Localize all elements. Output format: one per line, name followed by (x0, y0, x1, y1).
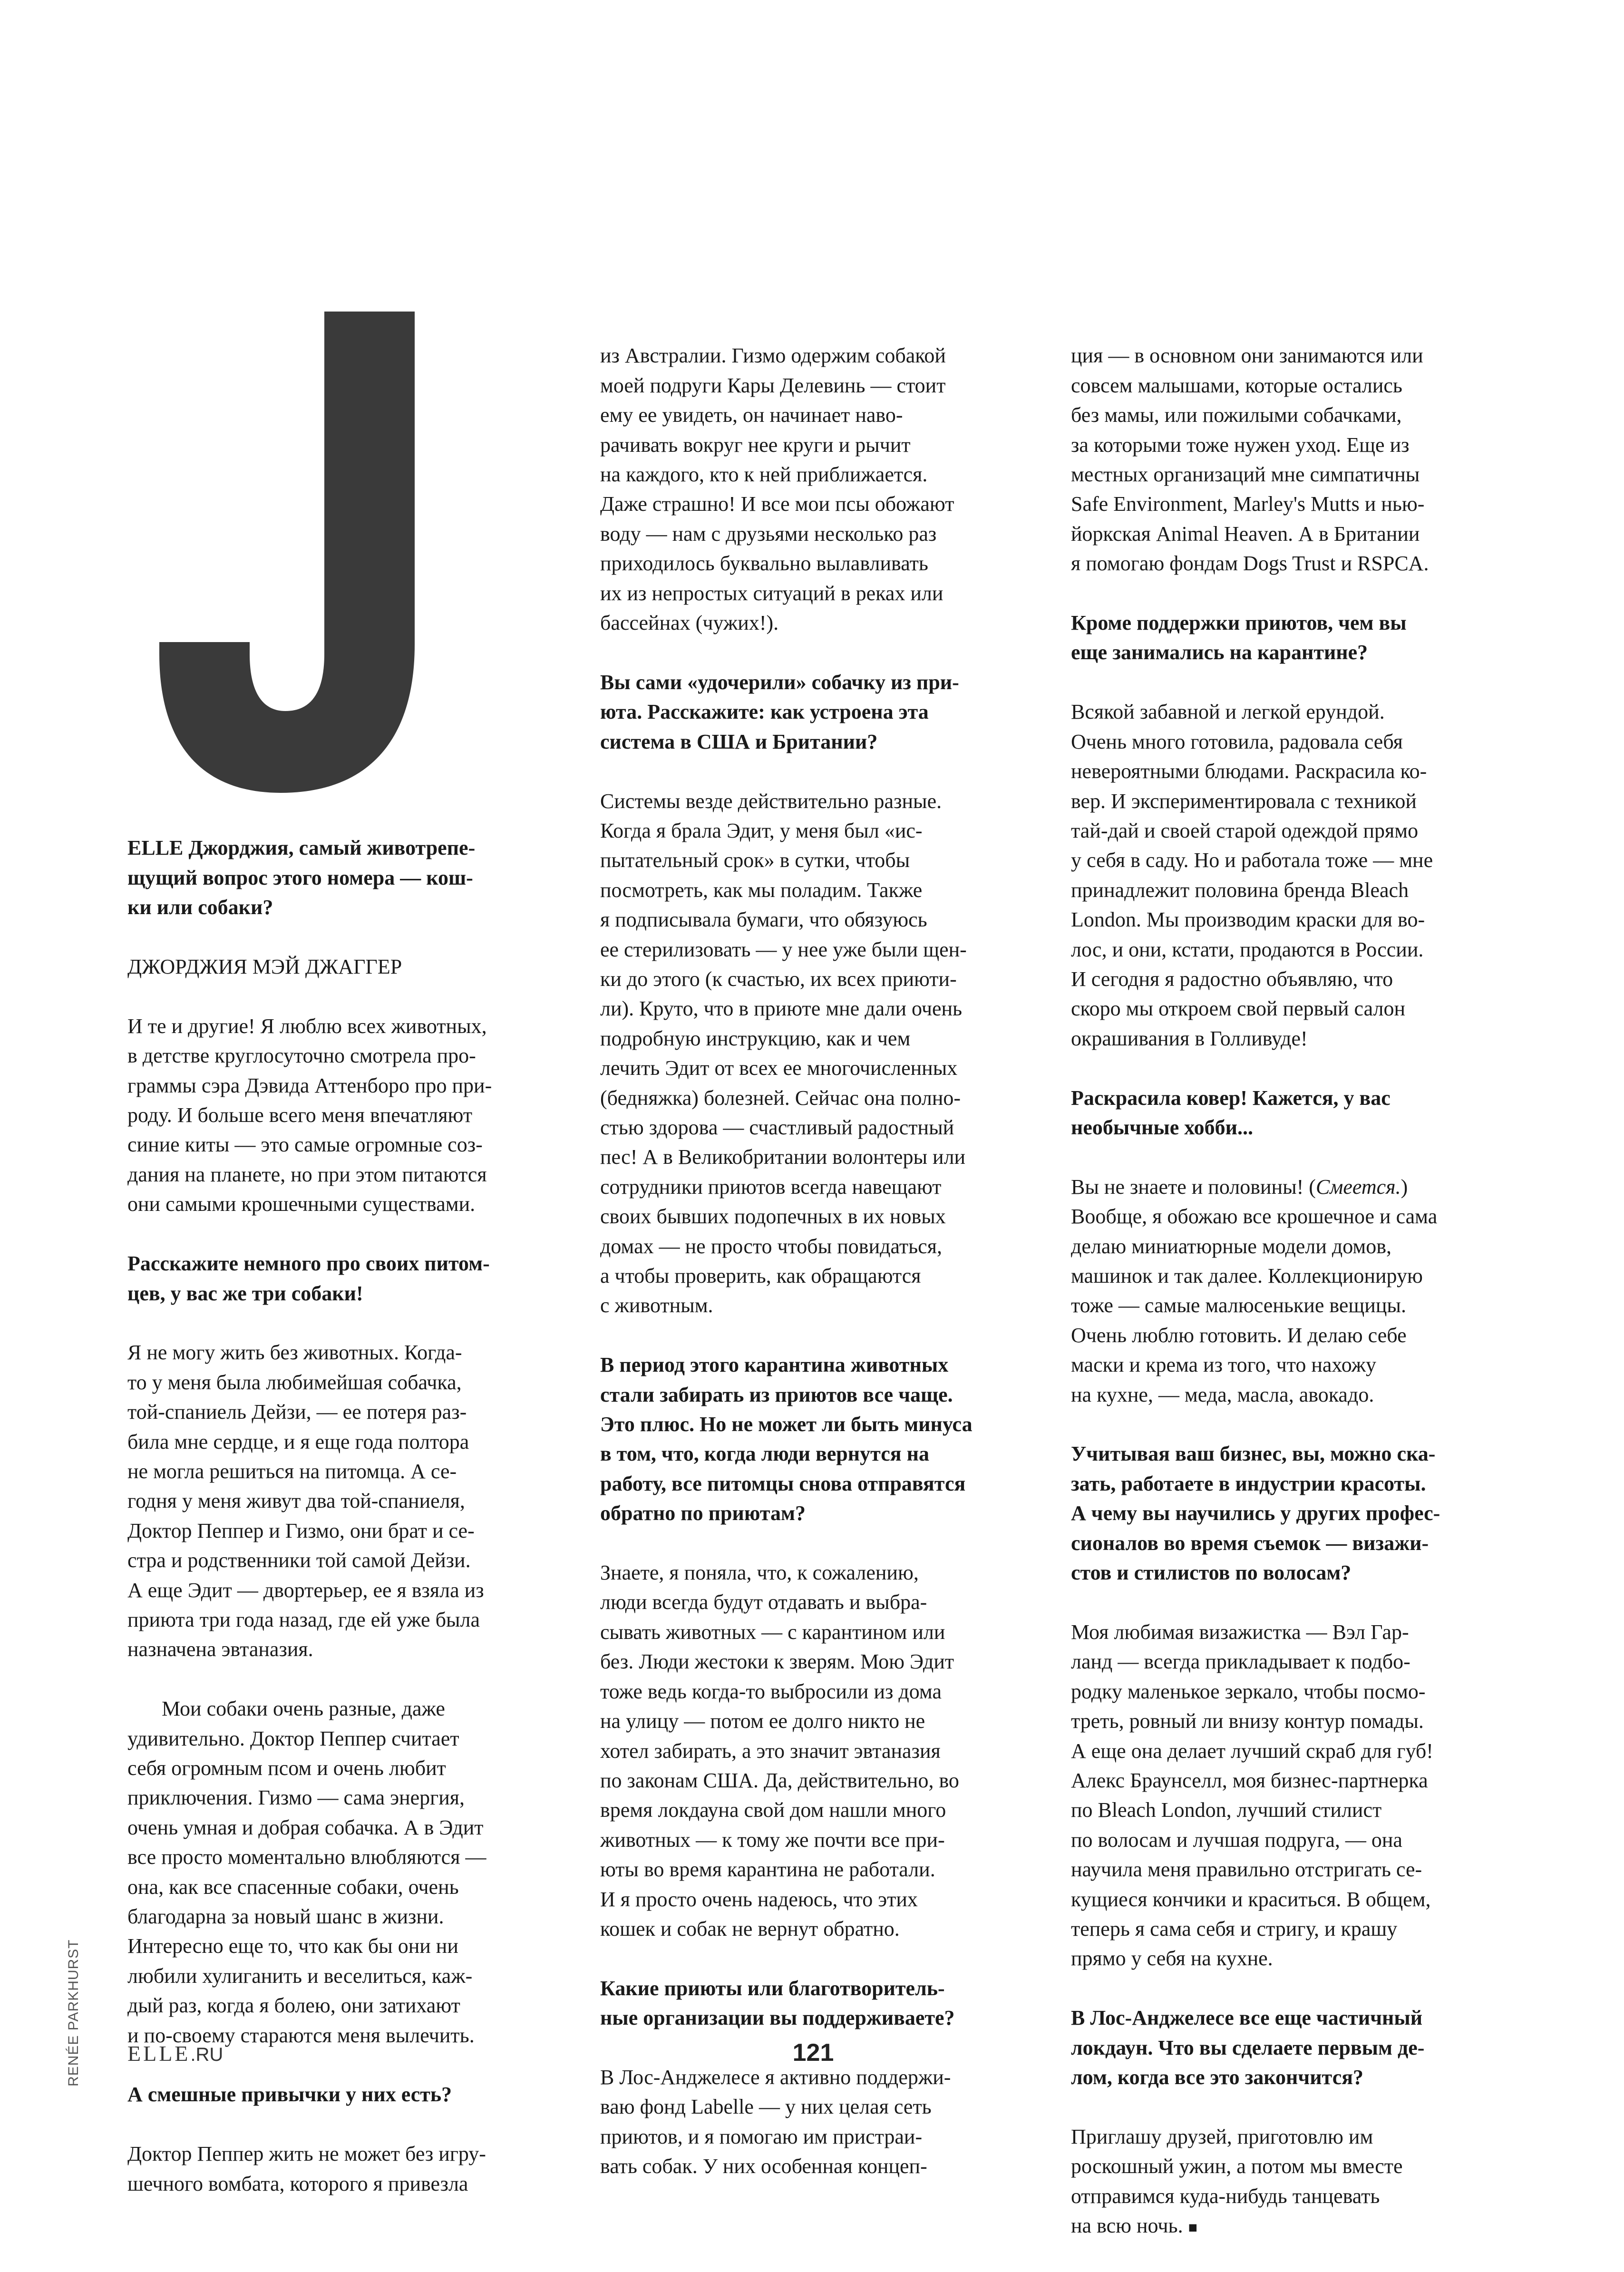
page-number: 121 (792, 2039, 834, 2067)
answer-pets-paragraph-2: Мои собаки очень разные, даже удивительно. Доктор Пеппер считает себя огромным псом и очень любит приключения. Гизмо — сама энергия, очень умная и добрая собачка. А в Эдит все просто моментально влюбляются — она, как все спасенные собаки, очень благодарна за новый шанс в жизни. Интересно еще то, что как бы они ни любили хулиганить и веселиться, каж- дый раз, когда я болею, они затихают и по-своему стараются меня вылечить. (127, 1697, 486, 2047)
question-pets: Расскажите немного про своих питом- цев, у вас же три собаки! (127, 1252, 490, 1305)
answer-adoption-system: Системы везде действительно разные. Когда я брала Эдит, у меня был «ис- пытательный срок» в сутки, чтобы посмотреть, как мы поладим. Также я подписывала бумаги, что обязуюсь ее стерилизовать — у нее уже были щен- ки до этого (к счастью, их всех приюти- ли). Круто, что в приюте мне дали очень подробную инструкцию, как и чем лечить Эдит от всех ее многочисленных (бедняжка) болезней. Сейчас она полно- стью здорова — счастливый радостный пес! А в Великобритании волонтеры или сотрудники приютов всегда навещают своих бывших подопечных в их новых домах — не просто чтобы повидаться, а чтобы проверить, как обращаются с животным. (600, 789, 967, 1317)
question-charities: Какие приюты или благотворитель- ные организации вы поддерживаете? (600, 1976, 955, 2030)
dropcap-j-shape (159, 312, 415, 793)
answer-charities: В Лос-Анджелесе я активно поддержи- ваю фонд Labelle — у них целая сеть приютов, и я помогаю им пристраи- вать собак. У них особенная концеп- (600, 2065, 951, 2178)
question-funny-habits: А смешные привычки у них есть? (127, 2083, 452, 2106)
photo-credit (41, 1939, 81, 2087)
answer-quarantine-adoptions: Знаете, я поняла, что, к сожалению, люди всегда будут отдавать и выбра- сывать животных — с карантином или без. Люди жестоки к зверям. Мою Эдит тоже ведь когда-то выбросили из дома на улицу — потом ее долго никто не хотел забирать, а это значит эвтаназия по законам США. Да, действительно, во время локдауна свой дом нашли много животных — к тому же почти все при- юты во время карантина не работали. И я просто очень надеюсь, что этих кошек и собак не вернут обратно. (600, 1561, 959, 1940)
elle-logo: ELLE (127, 2041, 191, 2066)
answer-after-lockdown (1071, 2122, 1480, 2243)
question-adoption-system: Вы сами «удочерили» собачку из при- юта. Расскажите: как устроена эта система в США и Британии? (600, 670, 959, 753)
answer-charities-continued: ция — в основном они занимаются или совсем малышами, которые остались без мамы, или пожилыми собачками, за которыми тоже нужен уход. Еще из местных организаций мне симпатичны Safe Environment, Marley's Mutts и нью- йоркская Animal Heaven. А в Британии я помогаю фондам Dogs Trust и RSPCA. (1071, 344, 1429, 575)
elle-domain-suffix: .RU (190, 2044, 224, 2065)
answer-beauty-industry: Моя любимая визажистка — Вэл Гар- ланд — всегда прикладывает к подбо- родку маленькое зеркало, чтобы посмо- треть, ровный ли внизу контур помады. А еще она делает лучший скраб для губ! Алекс Браунселл, моя бизнес-партнерка по Bleach London, лучший стилист по волосам и лучшая подруга, — она научила меня правильно отстригать се- кущиеся кончики и краситься. В общем, теперь я сама себя и стригу, и крашу прямо у себя на кухне. (1071, 1620, 1433, 1970)
question-quarantine-activities: Кроме поддержки приютов, чем вы еще занимались на карантине? (1071, 611, 1407, 664)
answer-pets: Я не могу жить без животных. Когда- то у меня была любимейшая собачка, той-спаниель Дейзи, — ее потеря раз- била мне сердце, и я еще года полтора не могла решиться на питомца. А се- годня у меня живут два той-спаниеля, Доктор Пеппер и Гизмо, они брат и се- стра и родственники той самой Дейзи. А еще Эдит — двортерьер, ее я взяла из приюта три года назад, где ей уже была назначена эвтаназия. (127, 1341, 484, 1661)
answer-after-lockdown-text: Приглашу друзей, приготовлю им роскошный ужин, а потом мы вместе отправимся куда-нибудь танцевать на всю ночь. (1071, 2125, 1403, 2237)
answer-hobbies-close: ) (1400, 1175, 1408, 1199)
question-quarantine-adoptions: В период этого карантина животных стали забирать из приютов все чаще. Это плюс. Но не может ли быть минуса в том, что, когда люди вернутся на работу, все питомцы снова отправятся обратно по приютам? (600, 1353, 972, 1525)
article-column-2 (600, 312, 1009, 2211)
answer-hobbies-start: Вы не знаете и половины! ( (1071, 1175, 1316, 1199)
interviewee-name: ДЖОРДЖИЯ МЭЙ ДЖАГГЕР (127, 955, 402, 979)
laughs-remark: Смеется. (1315, 1175, 1401, 1199)
photo-credit-text: RENÉE PARKHURST (66, 1939, 81, 2087)
answer-funny-habits-continued: из Австралии. Гизмо одержим собакой моей подруги Кары Делевинь — стоит ему ее увидеть, он начинает наво- рачивать вокруг нее круги и рычит на каждого, кто к ней приближается. Даже страшно! И все мои псы обожают воду — нам с друзьями несколько раз приходилось буквально вылавливать их из непростых ситуаций в реках или бассейнах (чужих!). (600, 344, 954, 635)
answer-funny-habits: Доктор Пеппер жить не может без игру- шечного вомбата, которого я привезла (127, 2142, 486, 2195)
article-column-1 (127, 804, 536, 2229)
answer-hobbies (1071, 1172, 1480, 1410)
dropcap-letter-j (143, 312, 428, 806)
question-after-lockdown: В Лос-Анджелесе все еще частичный локдаун. Что вы сделаете первым де- лом, когда все это закончится? (1071, 2006, 1425, 2089)
question-hobbies: Раскрасила ковер! Кажется, у вас необычные хобби... (1071, 1086, 1391, 1139)
footer-brand (127, 2040, 223, 2067)
end-mark: ■ (1188, 2219, 1197, 2236)
answer-hobbies-rest: Вообще, я обожаю все крошечное и сама делаю миниатюрные модели домов, машинок и так далее. Коллекционирую тоже — самые малюсенькие вещицы. Очень люблю готовить. И делаю себе маски и крема из того, что нахожу на кухне, — меда, масла, авокадо. (1071, 1205, 1438, 1406)
answer-cats-or-dogs: И те и другие! Я люблю всех животных, в детстве круглосуточно смотрела про- граммы сэра Дэвида Аттенборо про при- роду. И больше всего меня впечатляют синие киты — это самые огромные соз- дания на планете, но при этом питаются они самыми крошечными существами. (127, 1014, 492, 1216)
article-column-3 (1071, 312, 1480, 2272)
answer-quarantine-activities: Всякой забавной и легкой ерундой. Очень много готовила, радовала себя невероятными блюдами. Раскрасила ко- вер. И экспериментировала с техникой тай-дай и своей старой одеждой прямо у себя в саду. Но и работала тоже — мне принадлежит половина бренда Bleach London. Мы производим краски для во- лос, и они, кстати, продаются в России. И сегодня я радостно объявляю, что скоро мы откроем свой первый салон окрашивания в Голливуде! (1071, 700, 1433, 1050)
question-cats-or-dogs: ELLE Джорджия, самый животрепе- щущий вопрос этого номера — кош- ки или собаки? (127, 836, 476, 919)
question-beauty-industry: Учитывая ваш бизнес, вы, можно ска- зать, работаете в индустрии красоты. А чему вы научились у других профес- сионалов во время съемок — визажи- стов и стилистов по волосам? (1071, 1442, 1440, 1585)
